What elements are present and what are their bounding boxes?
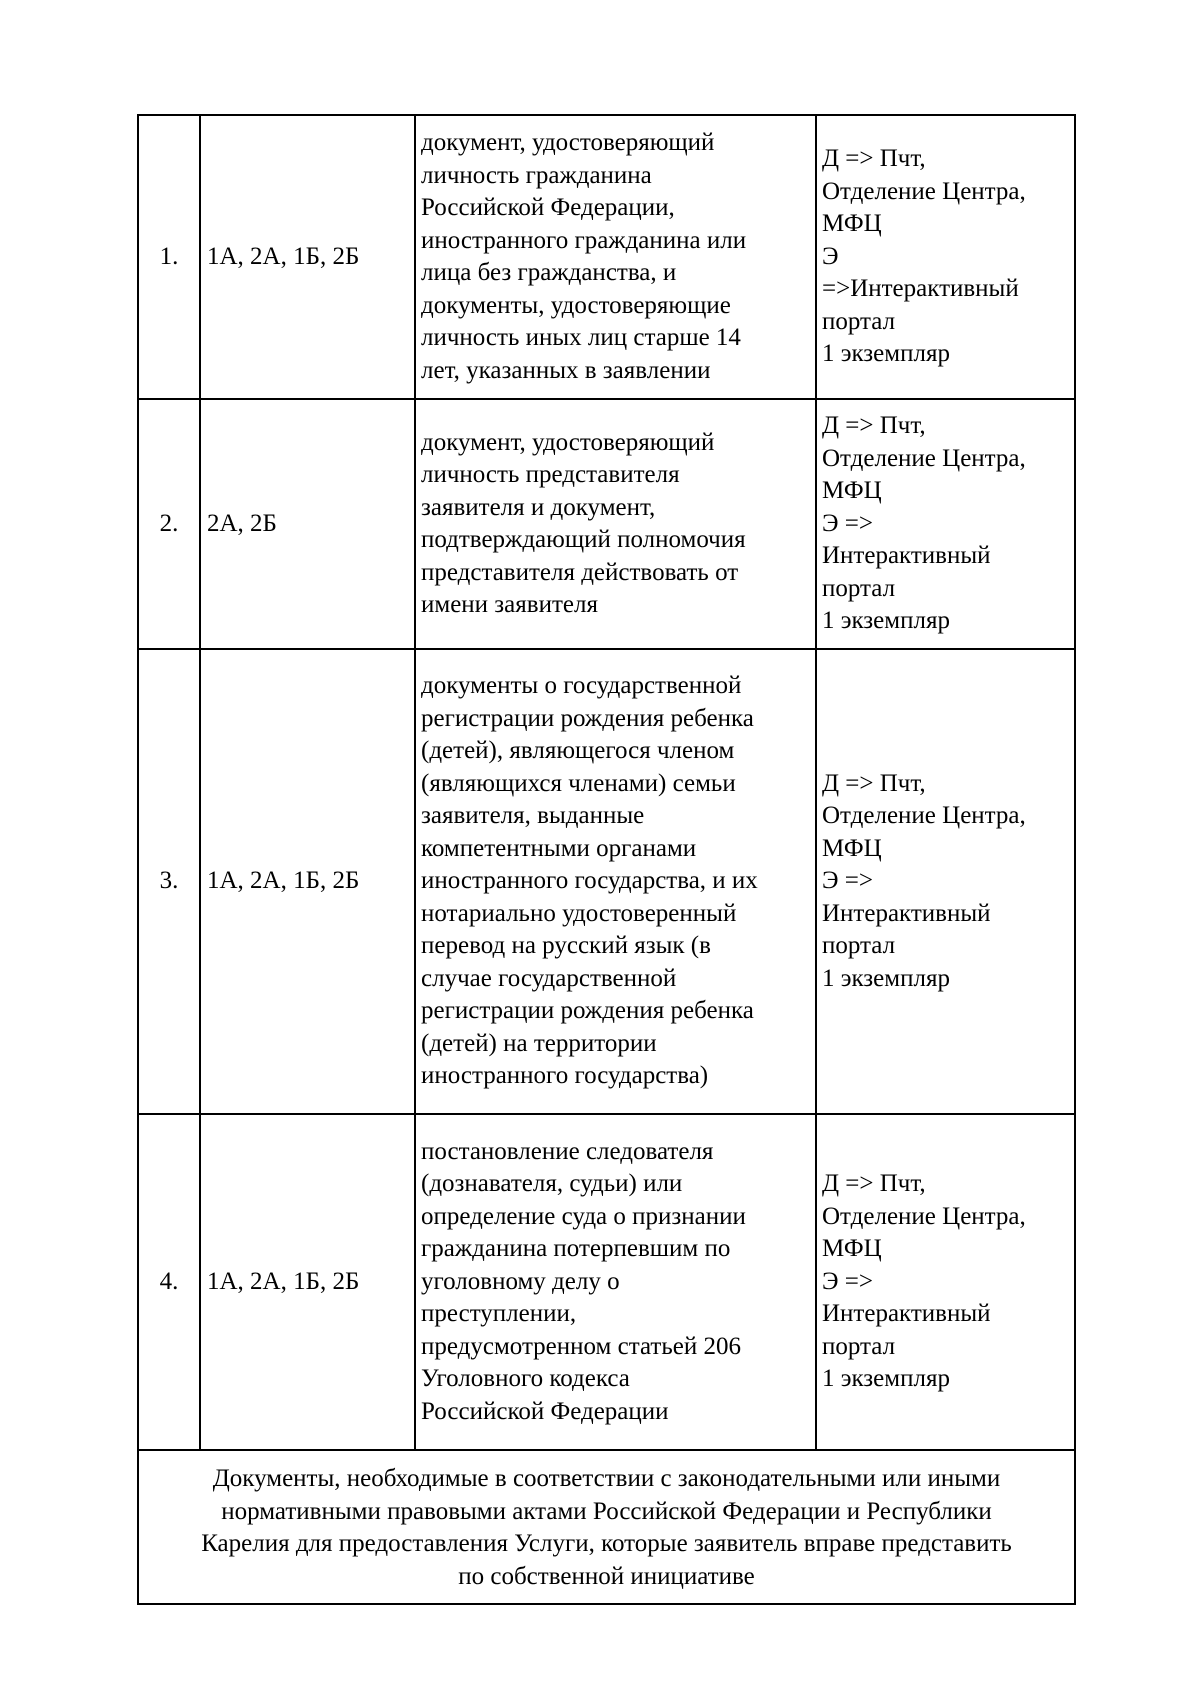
- submission-method-line: портал: [822, 574, 896, 602]
- document-description-line: определение суда о признании: [421, 1202, 746, 1230]
- submission-method: [816, 399, 1075, 649]
- row-number: 2.: [138, 399, 200, 649]
- submission-method: [816, 649, 1075, 1114]
- document-description-line: личность гражданина: [421, 161, 652, 189]
- document-description-line: документ, удостоверяющий: [421, 428, 715, 456]
- document-description-line: документ, удостоверяющий: [421, 129, 715, 156]
- submission-method-line: МФЦ: [822, 210, 882, 238]
- submission-method-line: 1 экземпляр: [822, 1365, 950, 1393]
- document-description-line: постановление следователя: [421, 1137, 714, 1165]
- document-description-line: (дознавателя, судьи) или: [421, 1170, 683, 1198]
- row-number: 1.: [138, 115, 200, 399]
- section-header-line: Карелия для предоставления Услуги, которые заявитель вправе представить: [201, 1530, 1012, 1557]
- document-description-line: личность иных лиц старше 14: [421, 324, 741, 351]
- document-description-line: Уголовного кодекса: [421, 1365, 630, 1393]
- document-description-line: преступлении,: [421, 1300, 577, 1328]
- applicant-categories: 1А, 2А, 1Б, 2Б: [200, 649, 415, 1114]
- document-description-line: (детей) на территории: [421, 1029, 657, 1057]
- submission-method-line: Интерактивный: [822, 899, 991, 927]
- document-description-line: представителя действовать от: [421, 558, 739, 586]
- document-description-line: компетентными органами: [421, 834, 697, 862]
- document-description-line: лет, указанных в заявлении: [421, 356, 711, 384]
- submission-method-line: Д => Пчт,: [822, 145, 926, 173]
- document-description-line: Российской Федерации: [421, 1397, 669, 1425]
- submission-method-line: Э =>: [822, 1267, 873, 1295]
- submission-method-line: МФЦ: [822, 1235, 882, 1263]
- document-description: [415, 399, 816, 649]
- document-description-line: (являющихся членами) семьи: [421, 769, 736, 797]
- section-header-line: Документы, необходимые в соответствии с законодательными или иными: [212, 1465, 1001, 1492]
- submission-method-line: портал: [822, 1332, 896, 1360]
- applicant-categories: 1А, 2А, 1Б, 2Б: [200, 1114, 415, 1450]
- document-description-line: подтверждающий полномочия: [421, 526, 746, 553]
- document-description: [415, 649, 816, 1114]
- document-description-line: перевод на русский язык (в: [421, 932, 711, 960]
- submission-method-line: МФЦ: [822, 834, 882, 862]
- submission-method-line: 1 экземпляр: [822, 340, 950, 368]
- submission-method: [816, 1114, 1075, 1450]
- document-description-line: Российской Федерации,: [421, 194, 675, 221]
- submission-method-line: Д => Пчт,: [822, 1170, 926, 1198]
- document-description-line: предусмотренном статьей 206: [421, 1332, 741, 1360]
- section-header-line: по собственной инициативе: [458, 1562, 755, 1590]
- submission-method-line: Отделение Центра,: [822, 177, 1026, 205]
- document-description-line: документы, удостоверяющие: [421, 291, 731, 319]
- document-description-line: иностранного государства): [421, 1062, 709, 1090]
- row-number: 3.: [138, 649, 200, 1114]
- document-description-line: нотариально удостоверенный: [421, 899, 737, 927]
- table-row: [138, 1114, 1075, 1450]
- submission-method: [816, 115, 1075, 399]
- section-header: [138, 1450, 1075, 1604]
- table-row: [138, 399, 1075, 649]
- submission-method-line: портал: [822, 307, 896, 335]
- submission-method-line: Э =>: [822, 509, 873, 537]
- document-description: [415, 1114, 816, 1450]
- submission-method-line: портал: [822, 932, 896, 960]
- table-row: [138, 649, 1075, 1114]
- section-header-line: нормативными правовыми актами Российской Федерации и Республики: [221, 1497, 992, 1525]
- document-description-line: уголовному делу о: [421, 1267, 620, 1295]
- submission-method-line: =>Интерактивный: [822, 275, 1019, 303]
- submission-method-line: Отделение Центра,: [822, 444, 1026, 472]
- applicant-categories: 1А, 2А, 1Б, 2Б: [200, 115, 415, 399]
- section-header-row: [138, 1450, 1075, 1604]
- submission-method-line: Э =>: [822, 867, 873, 895]
- submission-method-line: Д => Пчт,: [822, 769, 926, 797]
- submission-method-line: Интерактивный: [822, 1300, 991, 1328]
- document-description-line: имени заявителя: [421, 591, 598, 618]
- submission-method-line: Интерактивный: [822, 542, 991, 570]
- document-description-line: заявителя, выданные: [421, 802, 645, 830]
- document-description-line: регистрации рождения ребенка: [421, 997, 754, 1025]
- table-row: [138, 115, 1075, 399]
- document-description-line: заявителя и документ,: [421, 493, 656, 521]
- submission-method-line: Отделение Центра,: [822, 802, 1026, 830]
- submission-method-line: 1 экземпляр: [822, 964, 950, 992]
- document-description-line: документы о государственной: [421, 672, 742, 700]
- document-description: [415, 115, 816, 399]
- document-description-line: лица без гражданства, и: [421, 259, 677, 286]
- documents-table: [137, 114, 1076, 1605]
- document-description-line: иностранного гражданина или: [421, 226, 747, 254]
- submission-method-line: МФЦ: [822, 477, 882, 505]
- submission-method-line: Отделение Центра,: [822, 1202, 1026, 1230]
- document-description-line: (детей), являющегося членом: [421, 737, 735, 765]
- document-description-line: иностранного государства, и их: [421, 867, 758, 895]
- document-description-line: гражданина потерпевшим по: [421, 1235, 731, 1263]
- submission-method-line: Э: [822, 242, 839, 270]
- document-description-line: регистрации рождения ребенка: [421, 704, 754, 732]
- submission-method-line: Д => Пчт,: [822, 412, 926, 440]
- applicant-categories: 2А, 2Б: [200, 399, 415, 649]
- table-body: [138, 115, 1075, 1604]
- submission-method-line: 1 экземпляр: [822, 607, 950, 635]
- document-description-line: случае государственной: [421, 964, 677, 992]
- document-description-line: личность представителя: [421, 461, 680, 488]
- row-number: 4.: [138, 1114, 200, 1450]
